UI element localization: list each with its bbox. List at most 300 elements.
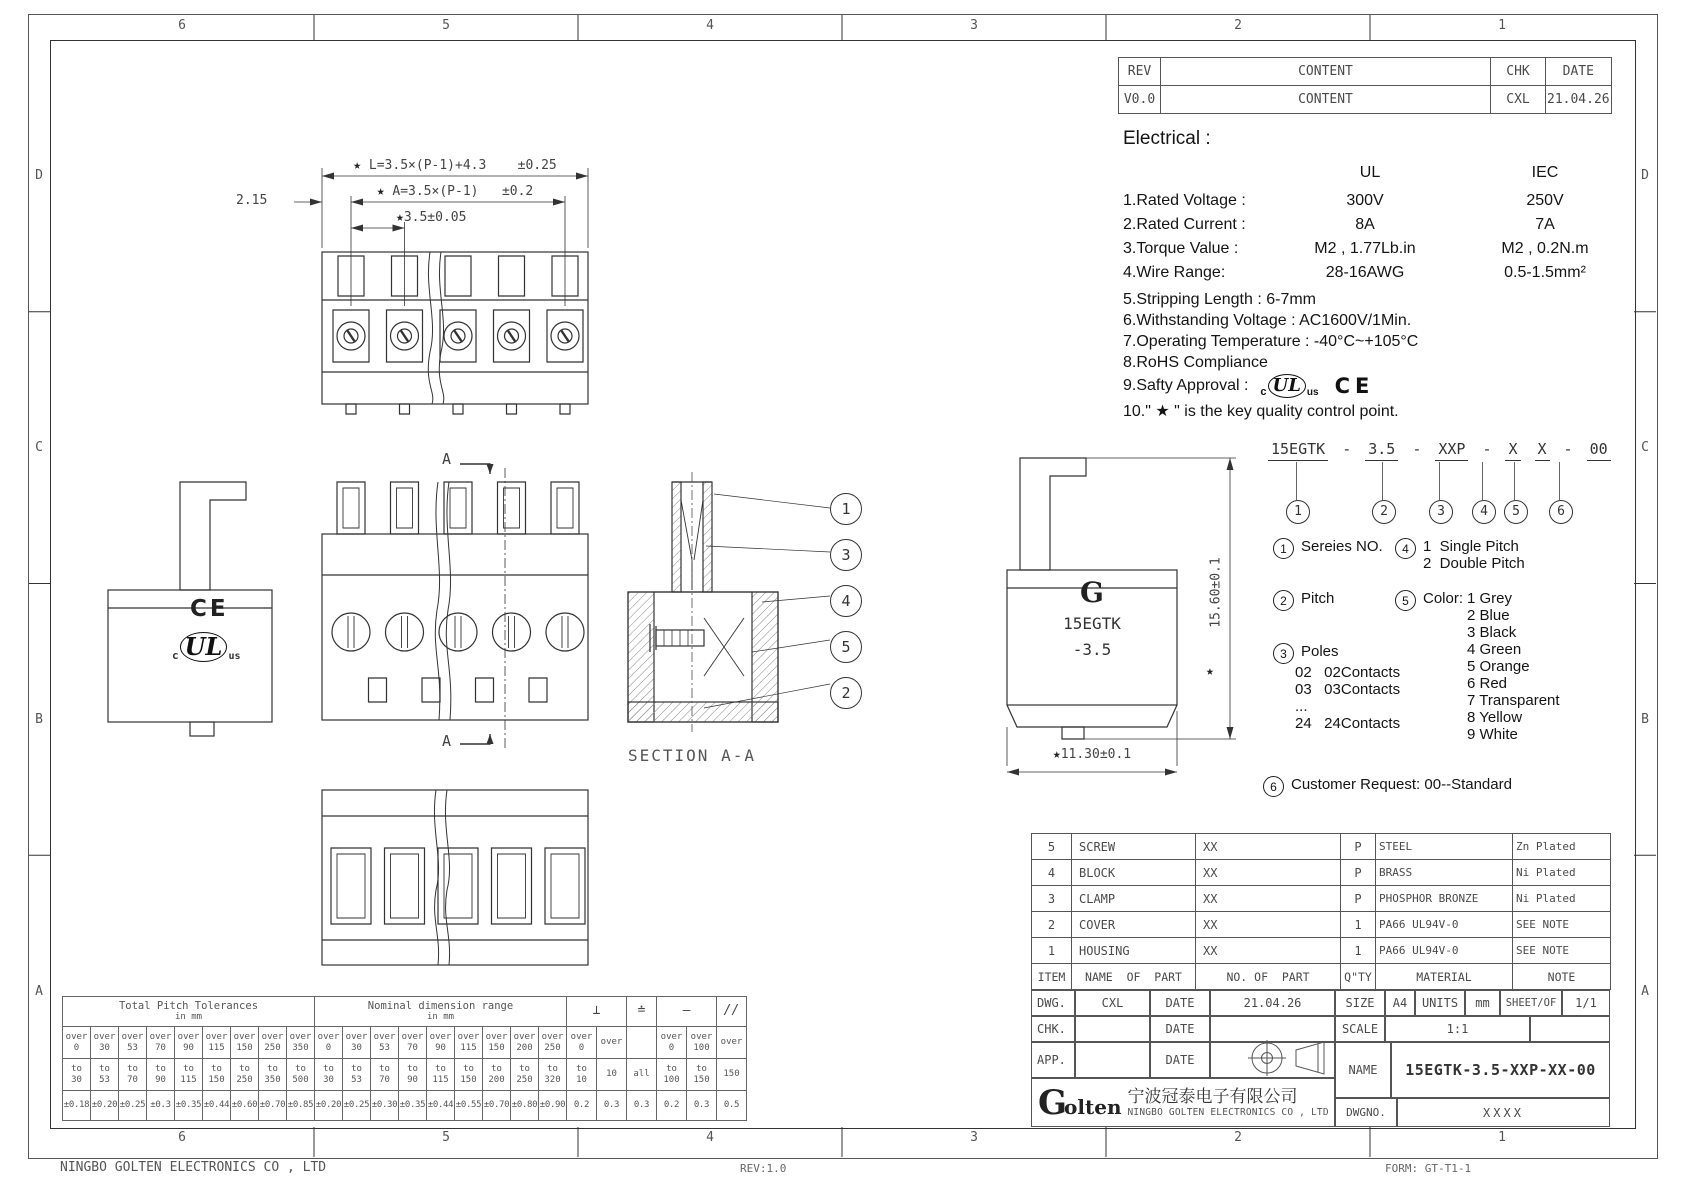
electrical-rating-row: [1123, 264, 1643, 288]
key-control-star-icon: ★: [376, 184, 385, 199]
footer-revision: REV:1.0: [740, 1162, 787, 1175]
geo-over-cell: over 0: [657, 1027, 687, 1059]
sheet-label: SHEET/OF: [1500, 990, 1562, 1016]
name-label: NAME: [1335, 1042, 1391, 1098]
grid-column-label: 1: [1498, 1130, 1506, 1145]
part-number-leader: [1514, 462, 1515, 500]
pitch-to-cell: to 70: [119, 1059, 147, 1091]
revision-header-row: [1119, 58, 1612, 86]
grid-row-label: D: [1641, 168, 1649, 184]
revision-header-cell: CONTENT: [1161, 58, 1491, 86]
key-control-star-icon: ★: [1206, 664, 1214, 679]
bom-item: 2: [1032, 912, 1072, 938]
ce-mark-icon: CE: [1334, 374, 1375, 398]
pitch-to-cell: to 500: [287, 1059, 315, 1091]
part-number-segment: [1268, 440, 1328, 461]
legend-single-double: [1395, 538, 1525, 572]
part-number-code: [1268, 440, 1611, 461]
bom-row: [1032, 860, 1611, 886]
legend-poles-num: 3: [1273, 643, 1294, 664]
geo-to-cell: 150: [717, 1059, 747, 1091]
electrical-rating-row: [1123, 192, 1643, 216]
nominal-over-cell: over 70: [399, 1027, 427, 1059]
bom-note: Zn Plated: [1513, 834, 1611, 860]
company-logo-rest: olten: [1064, 1094, 1122, 1119]
legend-poles-label: Poles: [1301, 643, 1339, 660]
pitch-tolerance-value: ±0.35: [175, 1091, 203, 1121]
electrical-note: 6.Withstanding Voltage : AC1600V/1Min.: [1123, 312, 1412, 329]
size-label: SIZE: [1335, 990, 1385, 1016]
electrical-rating-label: 3.Torque Value :: [1123, 240, 1239, 257]
legend-customer-num: 6: [1263, 776, 1284, 797]
bom-material: PHOSPHOR BRONZE: [1376, 886, 1513, 912]
bom-part-name: HOUSING: [1072, 938, 1196, 964]
bom-note: Ni Plated: [1513, 860, 1611, 886]
side-view-pitch: -3.5: [1072, 640, 1112, 659]
dim-pitch-span-formula: ★ A=3.5×(P-1) ±0.2: [376, 184, 534, 199]
geo-tolerance-value: 0.3: [627, 1091, 657, 1121]
electrical-col-iec: IEC: [1531, 164, 1559, 181]
revision-header-cell: CHK: [1491, 58, 1546, 86]
bom-header-cell: MATERIAL: [1376, 964, 1513, 990]
dwgno-value: XXXX: [1397, 1098, 1610, 1127]
legend-single-num: 4: [1395, 538, 1416, 559]
company-block: [1031, 1078, 1335, 1127]
pitch-tolerance-value: ±0.44: [203, 1091, 231, 1121]
app-value: [1075, 1042, 1150, 1078]
legend-poles-row: 24 24Contacts: [1295, 715, 1401, 732]
pitch-over-cell: over 30: [91, 1027, 119, 1059]
bom-header-row: [1032, 964, 1611, 990]
electrical-title: Electrical :: [1123, 128, 1211, 149]
symmetry-symbol-icon: ≐: [627, 997, 657, 1027]
bom-header-cell: NO. OF PART: [1196, 964, 1341, 990]
legend-color-item: 3 Black: [1467, 624, 1517, 641]
legend-series: [1273, 538, 1383, 559]
bom-item: 5: [1032, 834, 1072, 860]
sheet-value: 1/1: [1562, 990, 1610, 1016]
geo-to-cell: to 10: [567, 1059, 597, 1091]
nominal-to-cell: to 53: [343, 1059, 371, 1091]
nominal-tolerance-value: ±0.25: [343, 1091, 371, 1121]
bom-qty: P: [1341, 886, 1376, 912]
bom-row: [1032, 912, 1611, 938]
grid-column-label: 5: [442, 18, 450, 33]
nominal-to-cell: to 250: [511, 1059, 539, 1091]
geo-tolerance-value: 0.3: [597, 1091, 627, 1121]
bom-row: [1032, 834, 1611, 860]
grid-row-label: C: [1641, 440, 1649, 456]
geo-to-cell: 10: [597, 1059, 627, 1091]
nominal-tolerance-value: ±0.44: [427, 1091, 455, 1121]
tolerance-header-row: [63, 997, 747, 1027]
part-number-marker: 5: [1504, 500, 1528, 524]
revision-data-row: [1119, 86, 1612, 114]
section-callout-balloon: 2: [830, 677, 862, 709]
dwg-date-label: DATE: [1150, 990, 1210, 1016]
legend-color-item: 1 Grey: [1467, 590, 1513, 607]
grid-row-label: C: [35, 440, 43, 456]
grid-column-label: 1: [1498, 18, 1506, 33]
pitch-over-cell: over 70: [147, 1027, 175, 1059]
grid-column-label: 3: [970, 18, 978, 33]
dim-length-formula: ★ L=3.5×(P-1)+4.3 ±0.25: [353, 158, 557, 173]
legend-single-row: 1 Single Pitch: [1423, 538, 1519, 555]
revision-data-cell: CXL: [1491, 86, 1546, 114]
electrical-rating-row: [1123, 240, 1643, 264]
straightness-symbol-icon: —: [657, 997, 717, 1027]
geo-to-cell: all: [627, 1059, 657, 1091]
pitch-tolerance-value: ±0.25: [119, 1091, 147, 1121]
culus-mark-icon: c UL us: [172, 632, 241, 662]
side-view-logo: G: [1080, 576, 1104, 609]
grid-row-label: D: [35, 168, 43, 184]
part-number-marker: 2: [1372, 500, 1396, 524]
tolerance-over-row: [63, 1027, 747, 1059]
geo-over-cell: over 0: [567, 1027, 597, 1059]
part-number-leader: [1559, 462, 1560, 500]
geo-to-cell: to 100: [657, 1059, 687, 1091]
revision-header-cell: REV: [1119, 58, 1161, 86]
legend-color-label: Color:: [1423, 590, 1464, 607]
perpendicularity-symbol-icon: ⊥: [567, 997, 627, 1027]
pitch-tolerance-value: ±0.20: [91, 1091, 119, 1121]
electrical-rating-iec-value: 0.5-1.5mm²: [1504, 264, 1586, 281]
nominal-to-cell: to 115: [427, 1059, 455, 1091]
legend-poles-row: 02 02Contacts: [1295, 664, 1401, 681]
app-label: APP.: [1031, 1042, 1075, 1078]
company-name-en: NINGBO GOLTEN ELECTRONICS CO , LTD: [1127, 1107, 1329, 1119]
nominal-to-cell: to 150: [455, 1059, 483, 1091]
grid-column-label: 4: [706, 18, 714, 33]
bom-header-cell: NOTE: [1513, 964, 1611, 990]
pitch-over-cell: over 90: [175, 1027, 203, 1059]
section-callout-balloon: 4: [830, 585, 862, 617]
section-callout-balloon: 5: [830, 631, 862, 663]
part-number-segment-text: 3.5: [1365, 440, 1398, 461]
electrical-col-ul: UL: [1359, 164, 1381, 181]
nominal-over-cell: over 90: [427, 1027, 455, 1059]
bom-part-name: BLOCK: [1072, 860, 1196, 886]
company-name-cn: 宁波冠泰电子有限公司: [1127, 1086, 1298, 1106]
part-name-value: 15EGTK-3.5-XXP-XX-00: [1391, 1042, 1610, 1098]
part-number-marker: 6: [1549, 500, 1573, 524]
pitch-over-cell: over 0: [63, 1027, 91, 1059]
legend-color-item: 7 Transparent: [1467, 692, 1560, 709]
bom-item: 3: [1032, 886, 1072, 912]
dwg-label: DWG.: [1031, 990, 1075, 1016]
scale-value: 1:1: [1385, 1016, 1530, 1042]
bom-header-cell: Q"TY: [1341, 964, 1376, 990]
pitch-tolerance-value: ±0.18: [63, 1091, 91, 1121]
part-number-separator: -: [1412, 440, 1422, 458]
scale-label: SCALE: [1335, 1016, 1385, 1042]
nominal-tolerance-value: ±0.55: [455, 1091, 483, 1121]
legend-color-item: 5 Orange: [1467, 658, 1530, 675]
grid-row-label: A: [35, 983, 43, 999]
electrical-rating-iec-value: M2 , 0.2N.m: [1501, 240, 1589, 257]
legend-poles-rows: [1295, 664, 1400, 732]
section-callouts: [830, 493, 862, 709]
legend-color-item: 6 Red: [1467, 675, 1508, 692]
bom-row: [1032, 886, 1611, 912]
legend-color-item: 9 White: [1467, 726, 1518, 743]
nominal-dimension-header: Nominal dimension range in mm: [315, 997, 567, 1027]
electrical-approval-row: [1123, 374, 1374, 398]
grid-column-label: 2: [1234, 18, 1242, 33]
legend-poles-row: ...: [1295, 698, 1308, 715]
bom-header-cell: ITEM: [1032, 964, 1072, 990]
legend-series-label: Sereies NO.: [1301, 538, 1383, 555]
chk-label: CHK.: [1031, 1016, 1075, 1042]
bom-table: [1031, 833, 1611, 990]
bom-part-no: XX: [1196, 912, 1341, 938]
bom-part-no: XX: [1196, 860, 1341, 886]
app-date-value: [1210, 1042, 1335, 1078]
nominal-tolerance-value: ±0.35: [399, 1091, 427, 1121]
revision-header-cell: DATE: [1546, 58, 1612, 86]
nominal-tolerance-value: ±0.20: [315, 1091, 343, 1121]
pitch-to-cell: to 150: [203, 1059, 231, 1091]
revision-table: [1118, 57, 1612, 114]
geo-tolerance-value: 0.3: [687, 1091, 717, 1121]
part-number-separator: -: [1342, 440, 1352, 458]
scale-spare-cell: [1530, 1016, 1610, 1042]
legend-series-num: 1: [1273, 538, 1294, 559]
geo-over-cell: [627, 1027, 657, 1059]
legend-color: [1395, 590, 1463, 611]
chk-date-value: [1210, 1016, 1335, 1042]
section-callout-balloon: 1: [830, 493, 862, 525]
pitch-tolerance-header: Total Pitch Tolerances in mm: [63, 997, 315, 1027]
electrical-note: 7.Operating Temperature : -40°C~+105°C: [1123, 333, 1419, 350]
electrical-ratings: [1123, 192, 1643, 288]
pitch-over-cell: over 250: [259, 1027, 287, 1059]
company-logo: [1038, 1082, 1122, 1123]
electrical-rating-ul-value: 300V: [1346, 192, 1384, 209]
nominal-tolerance-value: ±0.90: [539, 1091, 567, 1121]
nominal-over-cell: over 200: [511, 1027, 539, 1059]
geo-to-cell: to 150: [687, 1059, 717, 1091]
bom-part-name: CLAMP: [1072, 886, 1196, 912]
dim-width: ★11.30±0.1: [1052, 747, 1132, 762]
electrical-note: 5.Stripping Length : 6-7mm: [1123, 291, 1316, 308]
electrical-note10: 10." ★ " is the key quality control point.: [1123, 403, 1399, 420]
part-number-marker: 3: [1429, 500, 1453, 524]
part-number-segment-text: 15EGTK: [1268, 440, 1328, 461]
legend-pitch-num: 2: [1273, 590, 1294, 611]
bom-note: Ni Plated: [1513, 886, 1611, 912]
pitch-over-cell: over 350: [287, 1027, 315, 1059]
grid-row-label: A: [1641, 983, 1649, 999]
legend-color-item: 4 Green: [1467, 641, 1522, 658]
footer-company: NINGBO GOLTEN ELECTRONICS CO , LTD: [60, 1160, 327, 1175]
nominal-to-cell: to 200: [483, 1059, 511, 1091]
geo-over-cell: over: [597, 1027, 627, 1059]
tolerance-table: [62, 996, 747, 1121]
bom-material: PA66 UL94V-0: [1376, 938, 1513, 964]
pitch-to-cell: to 30: [63, 1059, 91, 1091]
geo-tolerance-value: 0.2: [657, 1091, 687, 1121]
bom-header-cell: NAME OF PART: [1072, 964, 1196, 990]
bom-material: BRASS: [1376, 860, 1513, 886]
pitch-to-cell: to 350: [259, 1059, 287, 1091]
grid-column-label: 4: [706, 1130, 714, 1145]
bom-qty: 1: [1341, 938, 1376, 964]
legend-color-item: 8 Yellow: [1467, 709, 1523, 726]
nominal-to-cell: to 30: [315, 1059, 343, 1091]
pitch-over-cell: over 53: [119, 1027, 147, 1059]
ce-mark-icon: CE: [190, 596, 229, 622]
tolerance-value-row: [63, 1091, 747, 1121]
nominal-over-cell: over 30: [343, 1027, 371, 1059]
legend-customer-label: Customer Request: 00--Standard: [1291, 776, 1512, 793]
app-date-label: DATE: [1150, 1042, 1210, 1078]
pitch-tolerance-value: ±0.60: [231, 1091, 259, 1121]
part-number-segment: [1342, 440, 1398, 461]
nominal-tolerance-value: ±0.70: [483, 1091, 511, 1121]
electrical-rating-ul-value: 28-16AWG: [1325, 264, 1405, 281]
legend-poles: [1273, 643, 1339, 664]
part-number-segment-text: X: [1535, 440, 1550, 461]
electrical-rating-label: 1.Rated Voltage :: [1123, 192, 1246, 209]
grid-columns-top: [50, 18, 1634, 38]
part-number-leader: [1296, 462, 1297, 500]
bom-item: 4: [1032, 860, 1072, 886]
key-control-star-icon: ★: [396, 210, 404, 225]
tolerance-to-row: [63, 1059, 747, 1091]
grid-rows-left: [28, 40, 50, 1127]
electrical-approval-label: 9.Safty Approval :: [1123, 377, 1249, 394]
part-number-segment: [1412, 440, 1468, 461]
culus-mark-icon: c UL us: [1260, 375, 1319, 398]
dim-pitch: ★3.5±0.05: [396, 210, 467, 225]
dim-end-offset: 2.15: [236, 193, 268, 208]
legend-color-item: 2 Blue: [1467, 607, 1510, 624]
bom-part-no: XX: [1196, 938, 1341, 964]
bom-material: STEEL: [1376, 834, 1513, 860]
electrical-note: 8.RoHS Compliance: [1123, 354, 1268, 371]
geo-tolerance-value: 0.2: [567, 1091, 597, 1121]
grid-columns-bottom: [50, 1130, 1634, 1150]
electrical-rating-label: 4.Wire Range:: [1123, 264, 1226, 281]
grid-row-label: B: [35, 711, 43, 727]
footer-form: FORM: GT-T1-1: [1385, 1162, 1472, 1175]
key-control-star-icon: ★: [353, 158, 362, 173]
part-number-leader: [1482, 462, 1483, 500]
legend-color-items: [1467, 590, 1560, 743]
side-view-model: 15EGTK: [1063, 614, 1121, 633]
nominal-over-cell: over 115: [455, 1027, 483, 1059]
part-number-segment-text: 00: [1587, 440, 1611, 461]
bom-rows: [1032, 834, 1611, 964]
legend-pitch-label: Pitch: [1301, 590, 1335, 607]
pitch-to-cell: to 250: [231, 1059, 259, 1091]
electrical-rating-row: [1123, 216, 1643, 240]
nominal-to-cell: to 320: [539, 1059, 567, 1091]
part-number-leader: [1382, 462, 1383, 500]
dwg-value: CXL: [1075, 990, 1150, 1016]
legend-single-rows: [1423, 538, 1525, 572]
geo-tolerance-value: 0.5: [717, 1091, 747, 1121]
nominal-to-cell: to 70: [371, 1059, 399, 1091]
grid-row-label: B: [1641, 711, 1649, 727]
section-cut-label-top: A: [442, 450, 452, 468]
pitch-over-cell: over 115: [203, 1027, 231, 1059]
pitch-tolerance-value: ±0.3: [147, 1091, 175, 1121]
pitch-to-cell: to 90: [147, 1059, 175, 1091]
grid-column-label: 5: [442, 1130, 450, 1145]
dwgno-label: DWGNO.: [1335, 1098, 1397, 1127]
grid-column-label: 6: [178, 18, 186, 33]
nominal-over-cell: over 150: [483, 1027, 511, 1059]
legend-pitch: [1273, 590, 1334, 611]
section-cut-label-bottom: A: [442, 732, 452, 750]
bom-material: PA66 UL94V-0: [1376, 912, 1513, 938]
nominal-tolerance-value: ±0.80: [511, 1091, 539, 1121]
nominal-over-cell: over 250: [539, 1027, 567, 1059]
parallelism-symbol-icon: //: [717, 997, 747, 1027]
units-value: mm: [1465, 990, 1500, 1016]
part-number-marker: 4: [1472, 500, 1496, 524]
part-number-leader: [1439, 462, 1440, 500]
electrical-notes: [1123, 291, 1418, 375]
company-logo-g: G: [1038, 1082, 1068, 1123]
part-number-marker: 1: [1286, 500, 1310, 524]
legend-color-num: 5: [1395, 590, 1416, 611]
electrical-rating-iec-value: 250V: [1526, 192, 1564, 209]
bom-note: SEE NOTE: [1513, 912, 1611, 938]
bom-qty: P: [1341, 860, 1376, 886]
electrical-rating-ul-value: M2 , 1.77Lb.in: [1314, 240, 1416, 257]
revision-data-cell: V0.0: [1119, 86, 1161, 114]
section-title: SECTION A-A: [628, 746, 756, 765]
dim-height: 15.60±0.1: [1208, 557, 1224, 628]
bom-part-no: XX: [1196, 886, 1341, 912]
part-number-segment: [1482, 440, 1520, 461]
grid-column-label: 2: [1234, 1130, 1242, 1145]
grid-column-label: 3: [970, 1130, 978, 1145]
bom-qty: 1: [1341, 912, 1376, 938]
dwg-date-value: 21.04.26: [1210, 990, 1335, 1016]
revision-data-cell: CONTENT: [1161, 86, 1491, 114]
nominal-tolerance-value: ±0.30: [371, 1091, 399, 1121]
legend-single-row: 2 Double Pitch: [1423, 555, 1525, 572]
legend-poles-row: 03 03Contacts: [1295, 681, 1401, 698]
bom-note: SEE NOTE: [1513, 938, 1611, 964]
grid-column-label: 6: [178, 1130, 186, 1145]
units-label: UNITS: [1415, 990, 1465, 1016]
pitch-over-cell: over 150: [231, 1027, 259, 1059]
chk-date-label: DATE: [1150, 1016, 1210, 1042]
pitch-to-cell: to 115: [175, 1059, 203, 1091]
electrical-rating-ul-value: 8A: [1355, 216, 1375, 233]
pitch-tolerance-value: ±0.85: [287, 1091, 315, 1121]
nominal-to-cell: to 90: [399, 1059, 427, 1091]
bom-item: 1: [1032, 938, 1072, 964]
chk-value: [1075, 1016, 1150, 1042]
section-callout-balloon: 3: [830, 539, 862, 571]
part-number-segment: [1564, 440, 1611, 461]
electrical-rating-iec-value: 7A: [1535, 216, 1555, 233]
nominal-over-cell: over 53: [371, 1027, 399, 1059]
bom-part-no: XX: [1196, 834, 1341, 860]
part-number-segment-text: XXP: [1435, 440, 1468, 461]
electrical-rating-label: 2.Rated Current :: [1123, 216, 1246, 233]
part-number-segment-text: X: [1505, 440, 1520, 461]
geo-over-cell: over: [717, 1027, 747, 1059]
size-value: A4: [1385, 990, 1415, 1016]
